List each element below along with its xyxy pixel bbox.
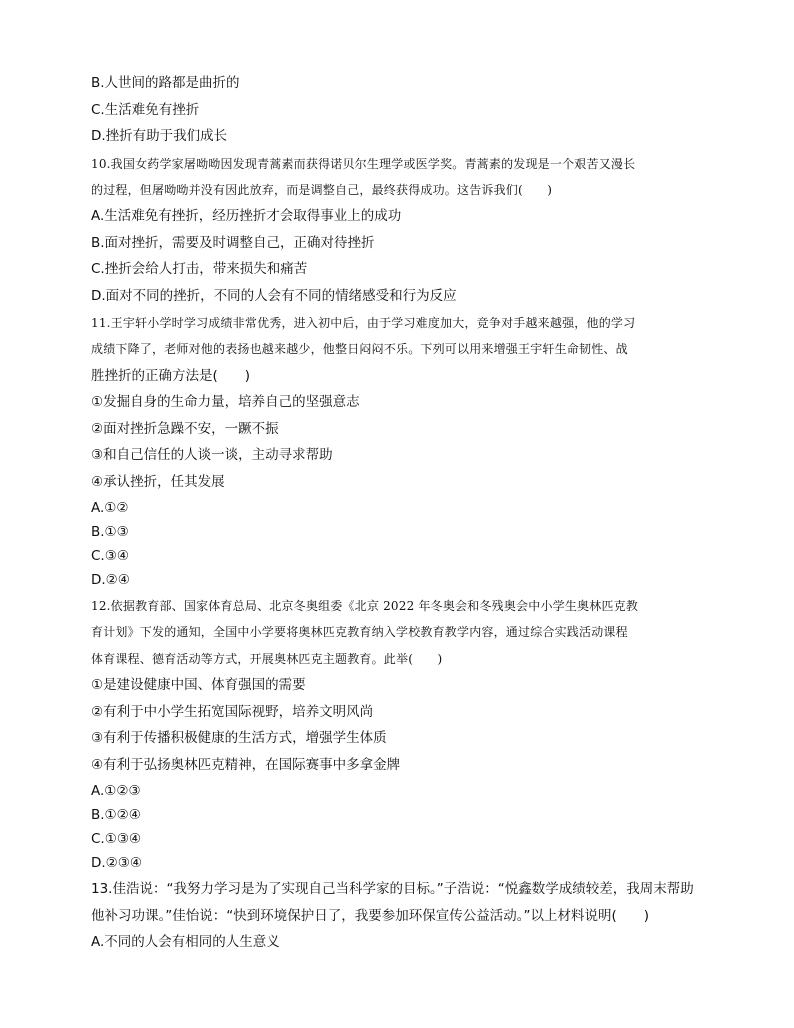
q12-stem-line-1: 12.依据教育部、国家体育总局、北京冬奥组委《北京 2022 年冬奥会和冬残奥会中小学生奥林匹克教 [91, 599, 639, 613]
q10-option-b: B.面对挫折，需要及时调整自己，正确对待挫折 [91, 235, 375, 251]
q10-stem-line-1: 10.我国女药学家屠呦呦因发现青蒿素而获得诺贝尔生理学或医学奖。青蒿素的发现是一个艰苦又漫长 [91, 157, 636, 171]
q11-stem-line-2: 成绩下降了，老师对他的表扬也越来越少，他整日闷闷不乐。下列可以用来增强王宇轩生命韧性、战 [91, 342, 628, 356]
q9-option-c: C.生活难免有挫折 [91, 102, 200, 118]
q12-stem-line-3: 体育课程、德育活动等方式，开展奥林匹克主题教育。此举( ) [91, 652, 443, 666]
q11-option-d: D.②④ [91, 572, 130, 588]
q12-option-b: B.①②④ [91, 807, 141, 823]
q13-stem-line-2: 他补习功课。”佳怡说：“快到环境保护日了，我要参加环保宣传公益活动。”以上材料说明( ) [91, 908, 650, 924]
q11-option-b: B.①③ [91, 524, 129, 540]
q10-stem-line-2: 的过程，但屠呦呦并没有因此放弃，而是调整自己，最终获得成功。这告诉我们( ) [91, 183, 553, 197]
q12-option-c: C.①③④ [91, 831, 142, 847]
q11-stem-line-3: 胜挫折的正确方法是( ) [91, 368, 251, 384]
q12-option-d: D.②③④ [91, 855, 142, 871]
q12-statement-3: ③有利于传播积极健康的生活方式，增强学生体质 [91, 730, 387, 746]
q12-option-a: A.①②③ [91, 783, 141, 799]
q11-stem-line-1: 11.王宇轩小学时学习成绩非常优秀，进入初中后，由于学习难度加大，竞争对手越来越强，他的学习 [91, 316, 636, 330]
q11-statement-2: ②面对挫折急躁不安，一蹶不振 [91, 421, 279, 437]
q12-statement-4: ④有利于弘扬奥林匹克精神，在国际赛事中多拿金牌 [91, 757, 401, 773]
q11-option-a: A.①② [91, 500, 129, 516]
q12-statement-1: ①是建设健康中国、体育强国的需要 [91, 677, 306, 693]
q10-option-a: A.生活难免有挫折，经历挫折才会取得事业上的成功 [91, 208, 402, 224]
q10-option-d: D.面对不同的挫折，不同的人会有不同的情绪感受和行为反应 [91, 288, 457, 304]
q12-stem-line-2: 育计划》下发的通知，全国中小学要将奥林匹克教育纳入学校教育教学内容，通过综合实践活动课程 [91, 625, 628, 639]
q9-option-b: B.人世间的路都是曲折的 [91, 75, 240, 91]
q9-option-d: D.挫折有助于我们成长 [91, 128, 228, 144]
q11-statement-4: ④承认挫折，任其发展 [91, 474, 225, 490]
q11-option-c: C.③④ [91, 548, 129, 564]
q10-option-c: C.挫折会给人打击，带来损失和痛苦 [91, 261, 308, 277]
q11-statement-1: ①发掘自身的生命力量，培养自己的坚强意志 [91, 394, 360, 410]
q13-stem-line-1: 13.佳浩说：“我努力学习是为了实现自己当科学家的目标。”子浩说：“悦鑫数学成绩较差，我周末帮助 [91, 881, 694, 897]
q13-option-a: A.不同的人会有相同的人生意义 [91, 934, 280, 950]
q11-statement-3: ③和自己信任的人谈一谈，主动寻求帮助 [91, 447, 333, 463]
q12-statement-2: ②有利于中小学生拓宽国际视野，培养文明风尚 [91, 704, 374, 720]
